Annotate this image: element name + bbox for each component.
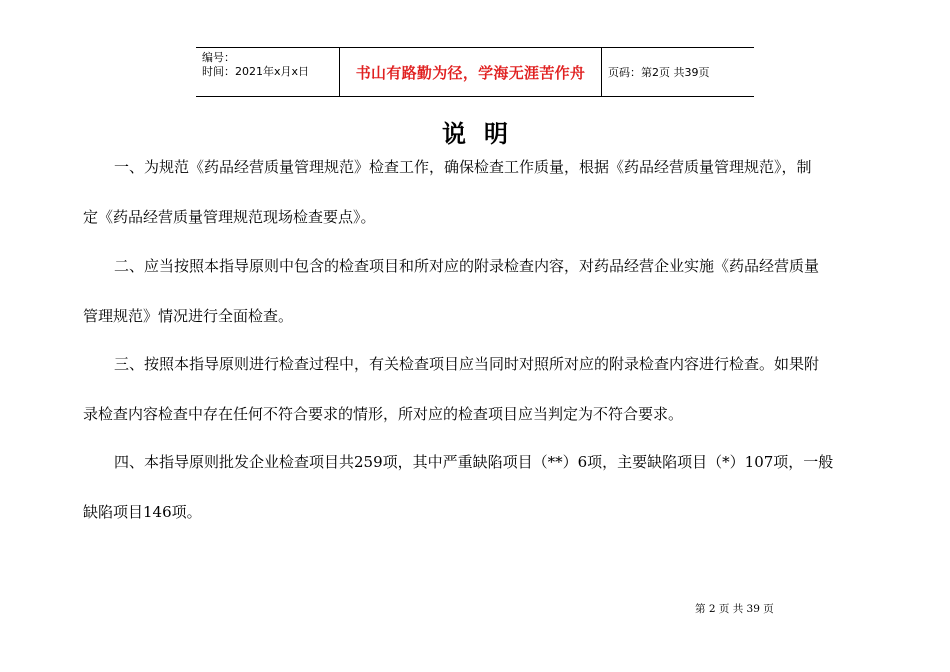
document-time-label: 时间：2021年x月x日 <box>202 65 310 78</box>
document-header-table <box>196 47 754 97</box>
paragraph-4-line-2: 缺陷项目146项。 <box>83 503 202 521</box>
header-meta-cell <box>196 48 340 96</box>
header-page-cell <box>602 48 754 96</box>
paragraph-4-line-1: 四、本指导原则批发企业检查项目共259项，其中严重缺陷项目（**）6项，主要缺陷项目（*）107项，一般 <box>114 453 834 471</box>
header-motto-cell <box>340 48 602 96</box>
header-page-label: 页码：第2页 共39页 <box>608 66 710 79</box>
paragraph-2-line-2: 管理规范》情况进行全面检查。 <box>83 307 294 325</box>
header-motto: 书山有路勤为径，学海无涯苦作舟 <box>355 63 586 82</box>
footer-page-number: 第 2 页 共 39 页 <box>695 603 774 615</box>
paragraph-3-line-2: 录检查内容检查中存在任何不符合要求的情形，所对应的检查项目应当判定为不符合要求。 <box>83 405 684 423</box>
page-title: 说明 <box>442 120 526 148</box>
paragraph-1-line-1: 一、为规范《药品经营质量管理规范》检查工作，确保检查工作质量，根据《药品经营质量管理规范》，制 <box>114 158 812 176</box>
paragraph-1-line-2: 定《药品经营质量管理规范现场检查要点》。 <box>83 208 376 226</box>
paragraph-2-line-1: 二、应当按照本指导原则中包含的检查项目和所对应的附录检查内容，对药品经营企业实施《药品经营质量 <box>114 257 820 275</box>
paragraph-3-line-1: 三、按照本指导原则进行检查过程中，有关检查项目应当同时对照所对应的附录检查内容进行检查。如果附 <box>114 355 820 373</box>
document-number-label: 编号： <box>202 51 235 64</box>
